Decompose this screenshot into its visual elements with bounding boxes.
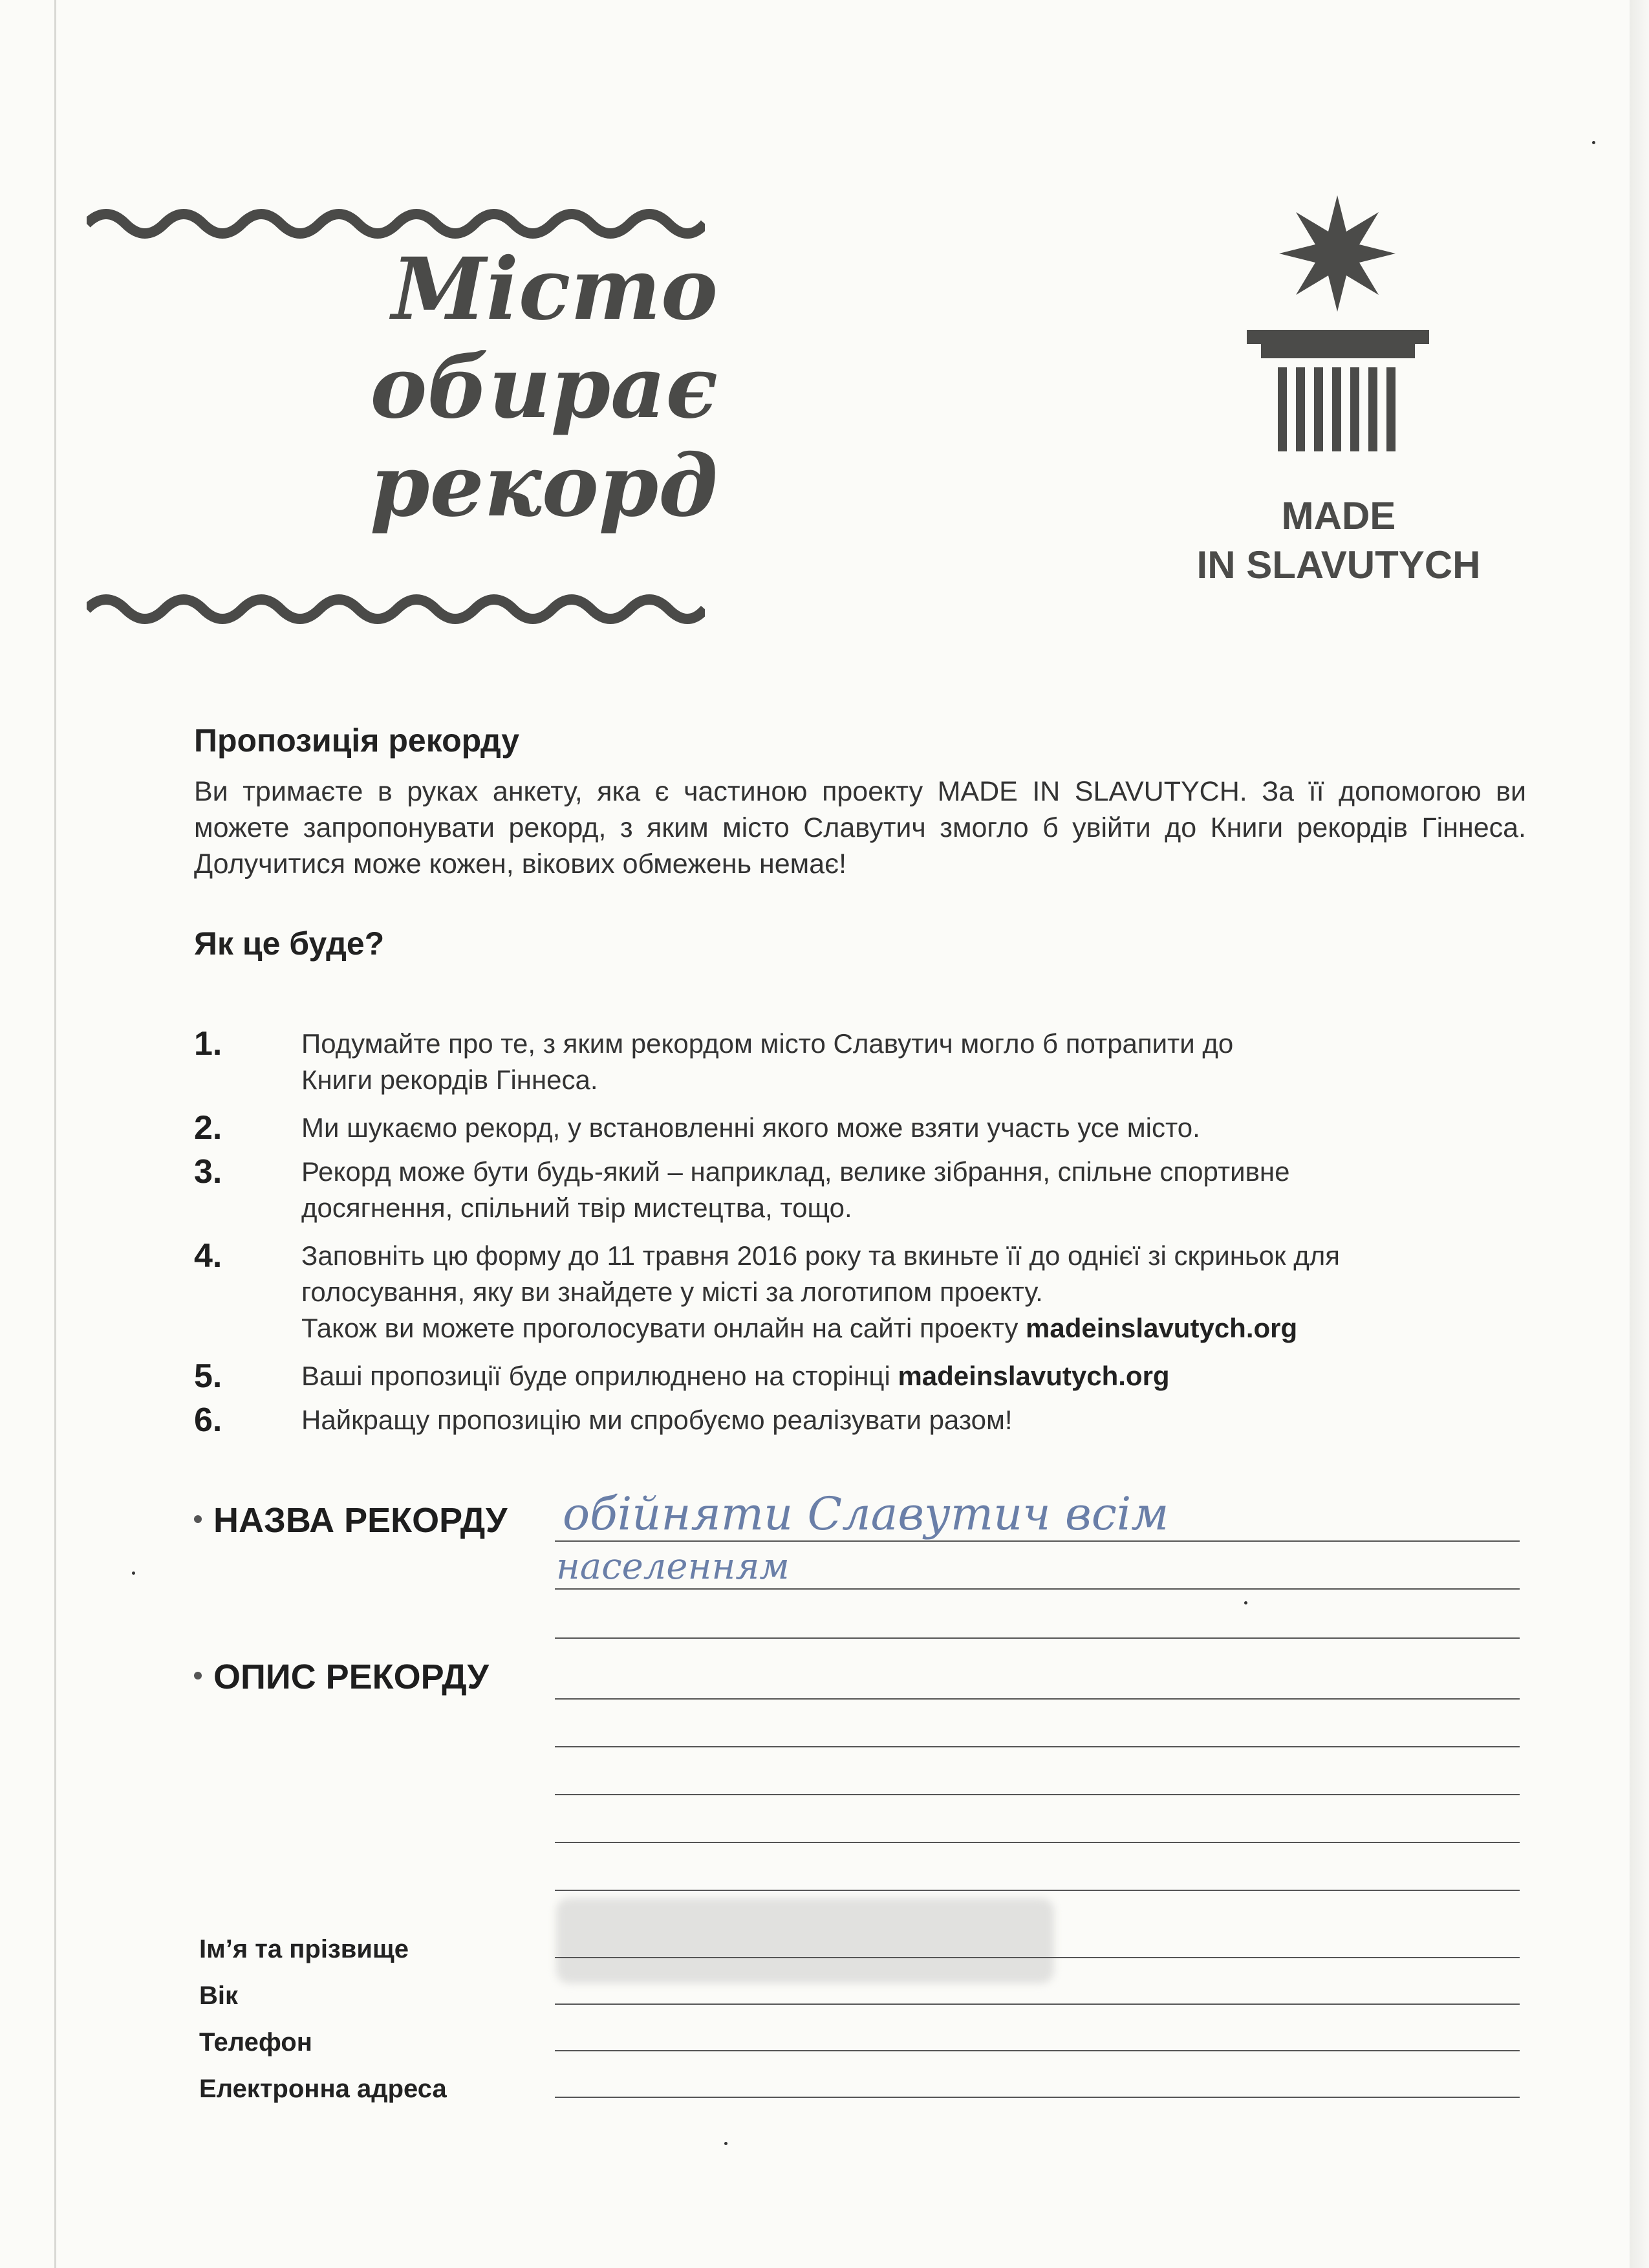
name-field-line[interactable] (555, 1957, 1520, 1958)
step-text: Також ви можете проголосувати онлайн на сайті проекту (301, 1313, 1026, 1343)
project-website-link[interactable]: madeinslavutych.org (898, 1361, 1170, 1391)
step-text: Заповніть цю форму до 11 травня 2016 року та вкиньте її до однієї зі скриньок для (301, 1240, 1340, 1271)
step-text: голосування, яку ви знайдете у місті за логотипом проекту. (301, 1277, 1043, 1307)
record-name-line (555, 1588, 1520, 1590)
step-item (194, 1110, 1552, 1146)
page-edge-right (1630, 0, 1649, 2268)
step-text: Ми шукаємо рекорд, у встановленні якого може взяти участь усе місто. (301, 1112, 1200, 1143)
paper-speck (724, 2142, 727, 2145)
email-field-line[interactable] (555, 2097, 1520, 2098)
record-name-handwritten[interactable]: обійняти Славутич всім (563, 1487, 1169, 1540)
title-line-2: обирає (370, 338, 718, 438)
proposal-intro: Ви тримаєте в руках анкету, яка є частиною проекту MADE IN SLAVUTYCH. За її допомогою ви можете запропонувати рекорд, з яким місто Славутич змогло б увійти до Книги рекордів Гіннеса. Долучитися може кожен, вікових обмежень немає! (194, 776, 1526, 880)
bullet-icon (194, 1672, 202, 1679)
title-line-1: Місто (391, 239, 718, 340)
age-label: Вік (199, 1982, 239, 2010)
title-line-3: рекорд (370, 436, 718, 536)
how-heading: Як це буде? (194, 925, 385, 962)
step-number: 2. (194, 1109, 222, 1147)
bullet-icon (194, 1515, 202, 1523)
name-label: Ім’я та прізвище (199, 1935, 409, 1963)
step-text: досягнення, спільний твір мистецтва, тощо. (301, 1193, 852, 1223)
redacted-name (556, 1898, 1054, 1983)
step-text: Рекорд може бути будь-який – наприклад, велике зібрання, спільне спортивне (301, 1156, 1290, 1187)
record-description-label: ОПИС РЕКОРДУ (194, 1657, 489, 1697)
step-item (194, 1154, 1552, 1226)
step-text: Найкращу пропозицію ми спробуємо реалізувати разом! (301, 1405, 1013, 1435)
record-description-line[interactable] (555, 1746, 1520, 1747)
email-label: Електронна адреса (199, 2075, 447, 2103)
step-text: Подумайте про те, з яким рекордом місто Славутич могло б потрапити до (301, 1028, 1234, 1059)
step-number: 6. (194, 1401, 222, 1439)
logo-line-1: MADE (1281, 494, 1396, 537)
step-number: 1. (194, 1025, 222, 1063)
record-name-handwritten-cont[interactable]: населенням (556, 1546, 790, 1588)
step-number: 4. (194, 1237, 222, 1275)
record-name-line (555, 1637, 1520, 1639)
step-item (194, 1358, 1552, 1394)
step-item (194, 1402, 1552, 1438)
project-website-link[interactable]: madeinslavutych.org (1026, 1313, 1298, 1343)
record-description-line[interactable] (555, 1842, 1520, 1843)
step-number: 5. (194, 1357, 222, 1395)
step-item (194, 1026, 1552, 1098)
page-edge-left (54, 0, 56, 2268)
paper-speck (1592, 141, 1595, 144)
step-item (194, 1238, 1552, 1346)
paper-speck (1244, 1601, 1247, 1604)
record-description-line[interactable] (555, 1698, 1520, 1700)
phone-field-line[interactable] (555, 2050, 1520, 2051)
age-field-line[interactable] (555, 2003, 1520, 2005)
campaign-title (304, 241, 718, 535)
record-description-line[interactable] (555, 1890, 1520, 1891)
phone-label: Телефон (199, 2028, 312, 2057)
step-number: 3. (194, 1153, 222, 1191)
step-text: Ваші пропозиції буде оприлюднено на сторінці (301, 1361, 898, 1391)
record-description-line[interactable] (555, 1794, 1520, 1795)
logo-line-2: IN SLAVUTYCH (1196, 543, 1481, 587)
logo-wordmark (1164, 491, 1513, 590)
paper-speck (132, 1571, 135, 1575)
wave-decoration-bottom (87, 590, 705, 629)
record-name-label: НАЗВА РЕКОРДУ (194, 1500, 507, 1540)
step-text: Книги рекордів Гіннеса. (301, 1064, 598, 1095)
record-name-line (555, 1540, 1520, 1542)
wave-decoration-top (87, 204, 705, 243)
proposal-heading: Пропозиція рекорду (194, 722, 520, 759)
steps-list (194, 1026, 1552, 1438)
